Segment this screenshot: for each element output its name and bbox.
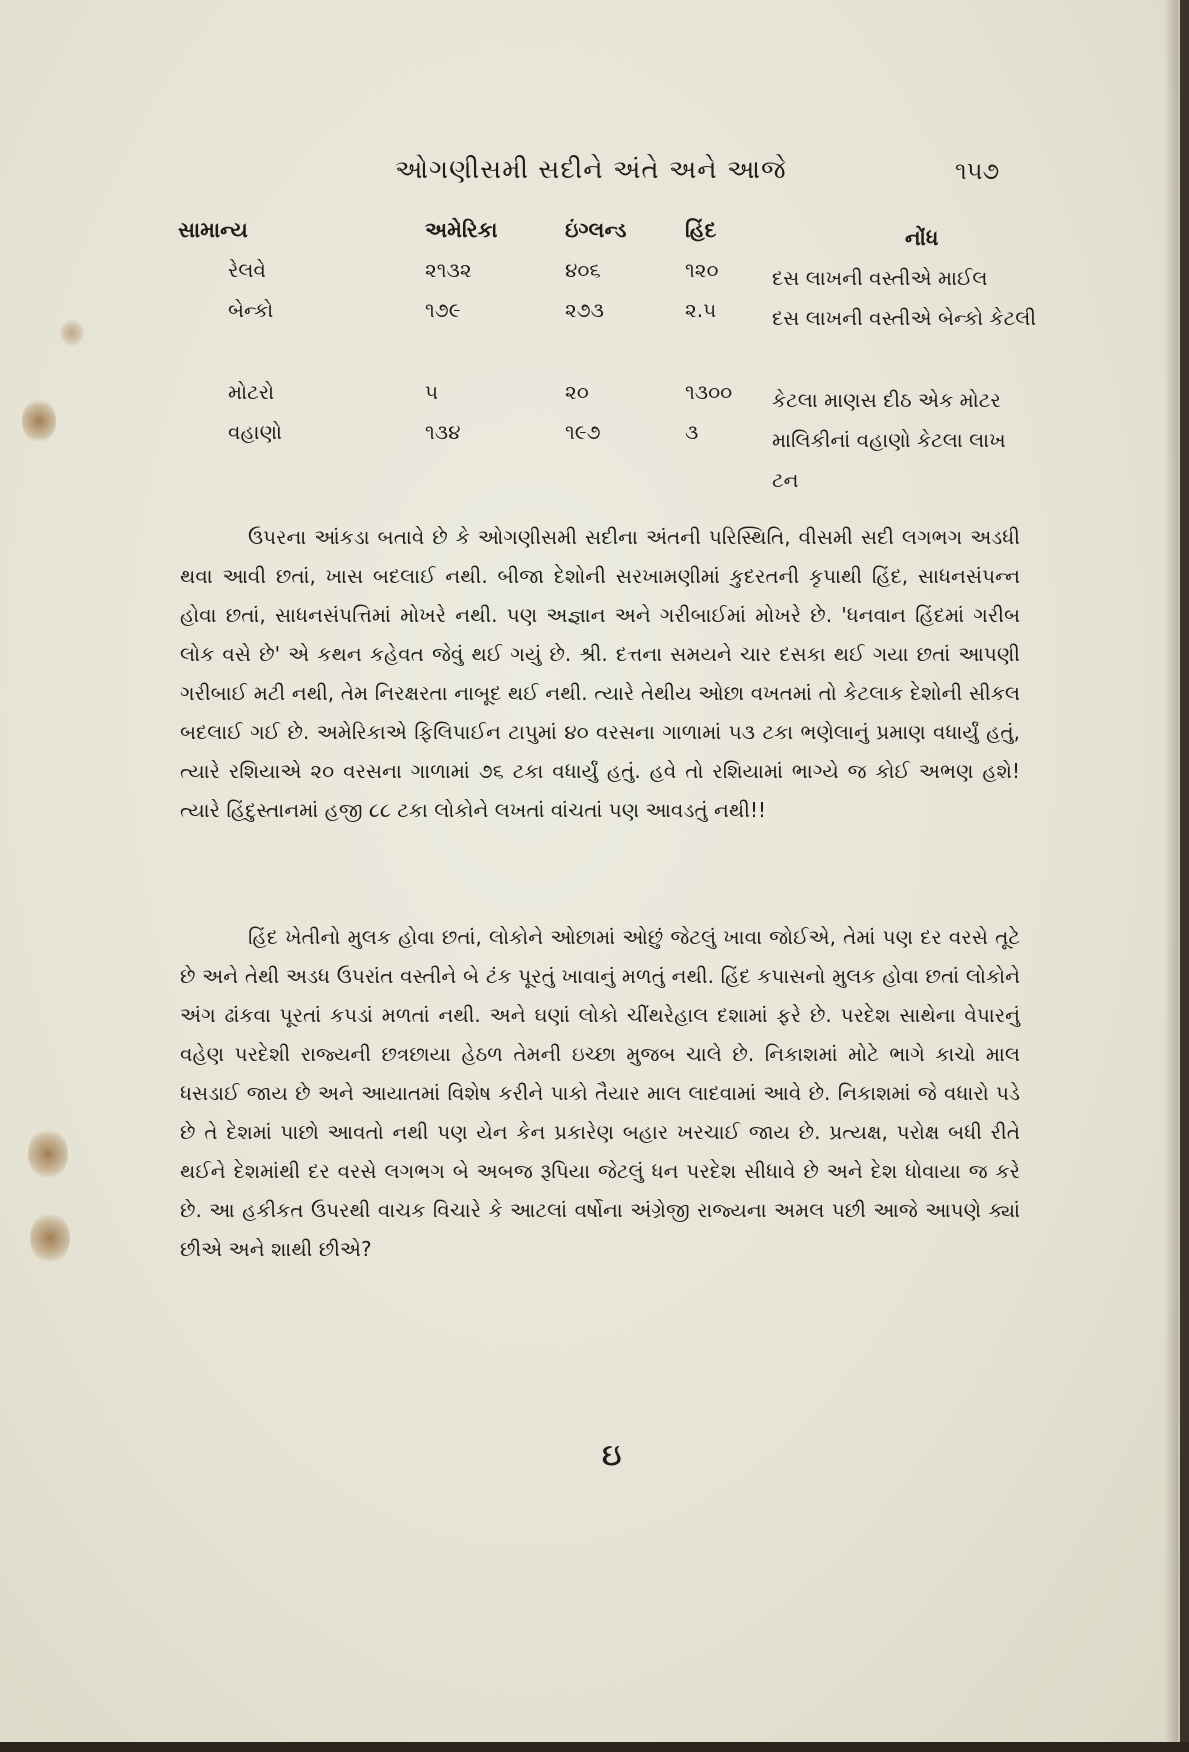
row-note: કેટલા માણસ દીઠ એક મોટર [772,388,1001,412]
page-number: ૧૫૭ [955,157,1000,185]
paragraph: ઉપરના આંકડા બતાવે છે કે ઓગણીસમી સદીના અંતની પરિસ્થિતિ, વીસમી સદી લગભગ અડધી થવા આવી છતાં, ખાસ બદલાઈ નથી. બીજા દેશોની સરખામણીમાં કુદરતની કૃપાથી હિંદ, સાધનસંપન્ન હોવા છતાં, સાધનસંપત્તિમાં મોખરે નથી. પણ અજ્ઞાન અને ગરીબાઈમાં મોખરે છે. 'ધનવાન હિંદમાં ગરીબ લોક વસે છે' એ કથન કહેવત જેવું થઈ ગયું છે. શ્રી. દત્તના સમયને ચાર દસકા થઈ ગયા છતાં આપણી ગરીબાઈ મટી નથી, તેમ નિરક્ષરતા નાબૂદ થઈ નથી. ત્યારે તેથીય ઓછા વખતમાં તો કેટલાક દેશોની સીકલ બદલાઈ ગઈ છે. અમેરિકાએ ફિલિપાઈન ટાપુમાં ૪૦ વરસના ગાળામાં ૫૩ ટકા ભણેલાનું પ્રમાણ વધાર્યું હતું, ત્યારે રશિયાએ ૨૦ વરસના ગાળામાં ૭૬ ટકા વધાર્યું હતું. હવે તો રશિયામાં ભાગ્યે જ કોઈ અભણ હશે! ત્યારે હિંદુસ્તાનમાં હજી ૮૮ ટકા લોકોને લખતાં વાંચતાં પણ આવડતું નથી!! [180,525,1020,822]
america-value: ૧૭૯ [425,298,461,322]
row-label: બેન્કો [228,298,274,322]
page-ornament: ઇ [602,1438,622,1473]
paragraph: હિંદ ખેતીનો મુલક હોવા છતાં, લોકોને ઓછામાં ઓછું જેટલું ખાવા જોઈએ, તેમાં પણ દર વરસે તૂટે છે અને તેથી અડધ ઉપરાંત વસ્તીને બે ટંક પૂરતું ખાવાનું મળતું નથી. હિંદ કપાસનો મુલક હોવા છતાં લોકોને અંગ ઢાંકવા પૂરતાં કપડાં મળતાં નથી. અને ઘણાં લોકો ચીંથરેહાલ દશામાં ફરે છે. પરદેશ સાથેના વેપારનું વહેણ પરદેશી રાજ્યની છત્રછાયા હેઠળ તેમની ઇચ્છા મુજબ ચાલે છે. નિકાશમાં મોટે ભાગે કાચો માલ ધસડાઈ જાય છે અને આયાતમાં વિશેષ કરીને પાકો તૈયાર માલ લાદવામાં આવે છે. નિકાશમાં જે વધારો પડે છે તે દેશમાં પાછો આવતો નથી પણ યેન કેન પ્રકારેણ બહાર ખરચાઈ જાય છે. પ્રત્યક્ષ, પરોક્ષ બધી રીતે થઈને દેશમાંથી દર વરસે લગભગ બે અબજ રૂપિયા જેટલું ધન પરદેશ સીધાવે છે અને દેશ ધોવાયા જ કરે છે. આ હકીકત ઉપરથી વાચક વિચારે કે આટલાં વર્ષોના અંગ્રેજી રાજ્યના અમલ પછી આજે આપણે ક્યાં છીએ અને શાથી છીએ? [180,925,1020,1261]
england-value: ૨૦ [565,380,589,404]
page-header [0,155,1178,195]
header-general: સામાન્ય [178,218,248,242]
table-row [0,258,1178,298]
paper-stain [30,1212,70,1264]
table-row [0,298,1178,380]
row-note: માલિકીનાં વહાણો કેટલા લાખ ટન [772,428,1006,492]
india-value: ૧૩૦૦ [685,380,733,404]
england-value: ૨૭૩ [565,298,604,322]
america-value: ૫ [425,380,439,404]
table-header-row [0,218,1178,258]
running-title: ઓગણીસમી સદીને અંતે અને આજે [395,155,787,185]
header-england: ઇંગ્લન્ડ [565,218,627,242]
india-value: ૨.૫ [685,298,717,322]
header-america: અમેરિકા [425,218,498,242]
statistics-table [0,218,1178,502]
america-value: ૧૩૪ [425,420,461,444]
row-label: મોટરો [228,380,275,404]
england-value: ૧૯૭ [565,420,601,444]
row-label: વહાણો [228,420,283,444]
table-row [0,420,1178,502]
england-value: ૪૦૬ [565,258,601,282]
table-row [0,380,1178,420]
header-note: નોંધ [905,226,939,250]
america-value: ૨૧૩૨ [425,258,472,282]
page-bottom-edge [0,1742,1189,1752]
row-label: રેલવે [228,258,266,282]
india-value: ૩ [685,420,699,444]
row-note: દસ લાખની વસ્તીએ માઈલ [772,266,988,290]
header-india: હિંદ [685,218,717,242]
row-note: દસ લાખની વસ્તીએ બેન્કો કેટલી [772,306,1037,330]
india-value: ૧૨૦ [685,258,719,282]
paper-stain [28,1128,68,1180]
